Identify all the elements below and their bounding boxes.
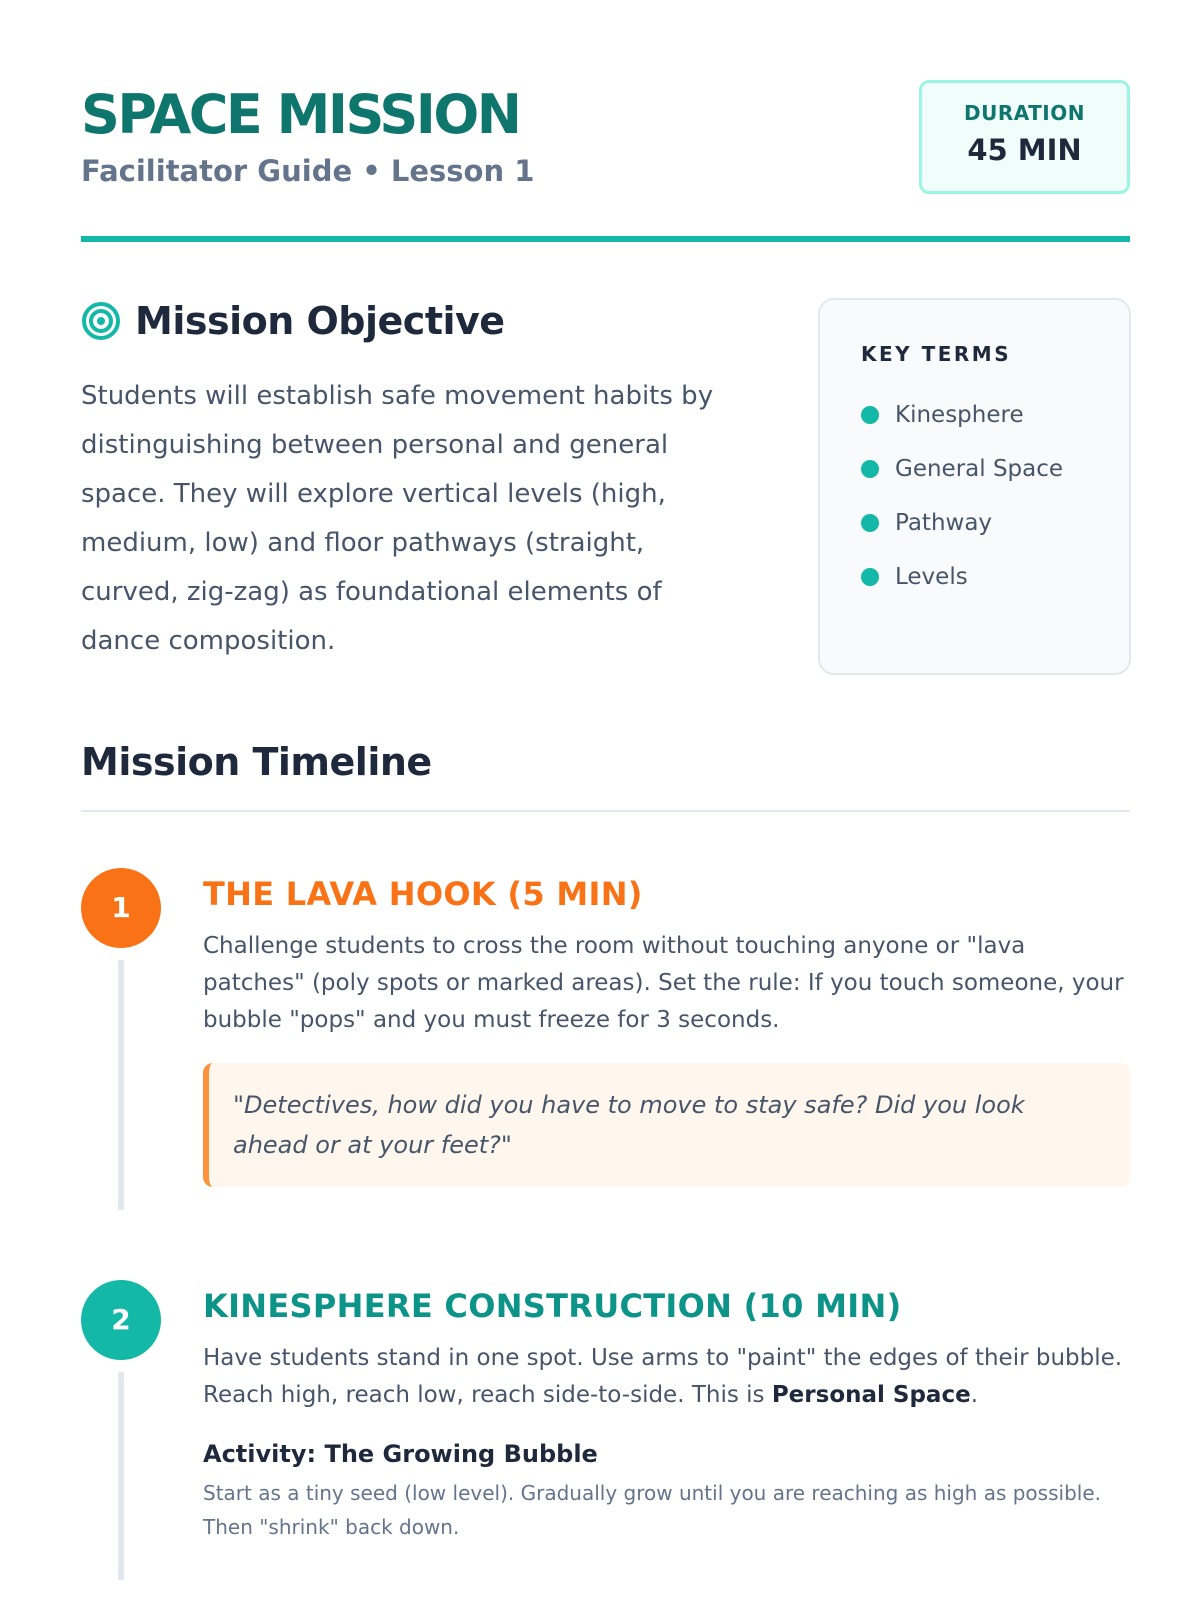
page-title: SPACE MISSION [81,83,520,146]
key-term-item [861,442,1129,496]
target-icon [81,301,121,341]
bullet-dot-icon [861,568,879,586]
step-title: THE LAVA HOOK (5 MIN) [203,875,643,913]
timeline-title: Mission Timeline [81,740,432,784]
activity-title: Activity: The Growing Bubble [203,1440,598,1468]
step-description-bold: Personal Space [771,1382,971,1408]
timeline-heading [81,740,1130,784]
step-connector-line [118,960,124,1210]
duration-value: 45 MIN [967,133,1082,167]
key-term-item [861,388,1129,442]
key-term-item [861,550,1129,604]
key-term-label: General Space [895,456,1064,482]
step-number-badge: 2 [81,1280,161,1360]
step-content [203,1280,1130,1544]
step-title: KINESPHERE CONSTRUCTION (10 MIN) [203,1287,902,1325]
key-term-label: Levels [895,564,968,590]
page-subtitle: Facilitator Guide • Lesson 1 [81,154,535,188]
header-divider [81,236,1130,242]
mission-objective-section [81,296,741,666]
activity-description: Start as a tiny seed (low level). Gradually grow until you are reaching as high as possible. Then "shrink" back down. [203,1481,1101,1539]
key-term-label: Kinesphere [895,402,1024,428]
key-term-label: Pathway [895,510,993,536]
step-number-badge: 1 [81,868,161,948]
key-terms-card [818,298,1131,675]
bullet-dot-icon [861,406,879,424]
bullet-dot-icon [861,514,879,532]
key-terms-title: KEY TERMS [861,342,1012,366]
timeline-step-2 [81,1280,1130,1580]
step-description-text: Have students stand in one spot. Use arms to "paint" the edges of their bubble. Reach high, reach low, reach side-to-side. This is [203,1345,1123,1408]
duration-badge [919,80,1130,194]
objective-text: Students will establish safe movement habits by distinguishing between personal and general space. They will explore vertical levels (high, medium, low) and floor pathways (straight, curved, zig-zag) as foundational elements of dance composition. [81,381,714,656]
objective-title: Mission Objective [135,299,505,343]
timeline-divider [81,810,1130,812]
timeline-step-1 [81,868,1130,1218]
duration-label: DURATION [964,101,1085,125]
step-description [203,1340,1130,1414]
step-description-end: . [970,1382,978,1408]
key-terms-list [861,388,1129,604]
key-term-item [861,496,1129,550]
header [81,80,1130,244]
step-connector-line [118,1372,124,1580]
discussion-quote: "Detectives, how did you have to move to stay safe? Did you look ahead or at your feet?" [203,1063,1130,1187]
step-content [203,868,1130,1187]
step-description: Challenge students to cross the room without touching anyone or "lava patches" (poly spots or marked areas). Set the rule: If you touch someone, your bubble "pops" and you must freeze for 3 seconds. [203,933,1124,1033]
bullet-dot-icon [861,460,879,478]
objective-heading [81,296,741,346]
